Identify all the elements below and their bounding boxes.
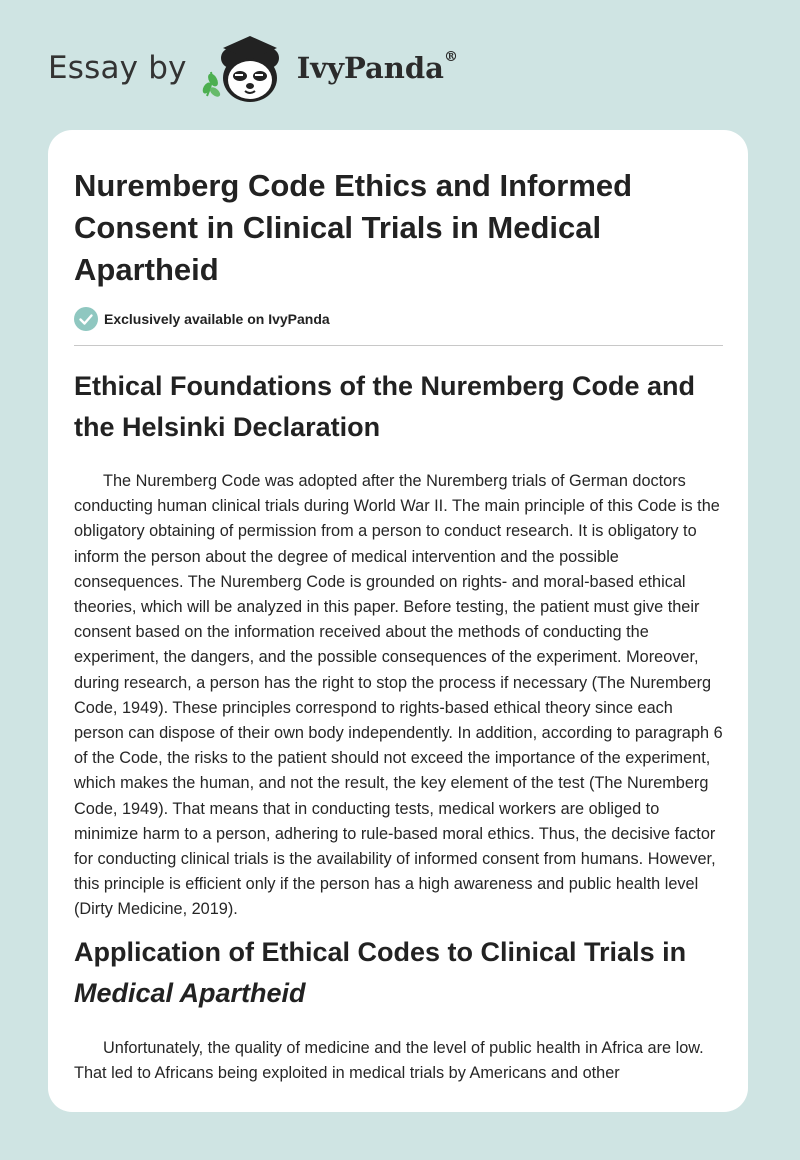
- panda-graduate-icon[interactable]: [201, 28, 293, 108]
- badge-text: Exclusively available on IvyPanda: [104, 311, 330, 327]
- essay-card: [48, 130, 748, 1112]
- exclusive-badge: [74, 307, 330, 331]
- check-circle-icon: [74, 307, 98, 331]
- site-header: [48, 28, 458, 108]
- heading-prefix: Application of Ethical Codes to Clinical Trials in: [74, 937, 687, 967]
- heading-book-title: Medical Apartheid: [74, 978, 306, 1008]
- section-heading: [74, 932, 723, 1014]
- essay-title: Nuremberg Code Ethics and Informed Consent in Clinical Trials in Medical Apartheid: [74, 168, 633, 287]
- essay-by-label: Essay by: [48, 50, 187, 86]
- brand-name[interactable]: IvyPanda®: [296, 49, 458, 85]
- section-heading: Ethical Foundations of the Nuremberg Code and the Helsinki Declaration: [74, 371, 696, 442]
- divider: [74, 345, 723, 346]
- section-paragraph: Unfortunately, the quality of medicine and the level of public health in Africa are low. That led to Africans being exploited in medical trials by Americans and other: [74, 1039, 704, 1083]
- registered-mark: ®: [443, 49, 458, 65]
- section-paragraph: The Nuremberg Code was adopted after the Nuremberg trials of German doctors conducting human clinical trials during World War II. The main principle of this Code is the obligatory obtaining of permission from a person to conduct research. It is obligatory to inform the person about the degree of medical intervention and the possible consequences. The Nuremberg Code is grounded on rights- and moral-based ethical theories, which will be analyzed in this paper. Before testing, the patient must give their consent based on the information received about the methods of conducting the experiment, the dangers, and the possible consequences of the experiment. Moreover, during research, a person has the right to stop the process if necessary (The Nuremberg Code, 1949). These principles correspond to rights-based ethical theory since each person can dispose of their own body independently. In addition, according to paragraph 6 of the Code, the risks to the patient should not exceed the importance of the experiment, which makes the human, and not the result, the key element of the test (The Nuremberg Code, 1949). That means that in conducting tests, medical workers are obliged to minimize harm to a person, adhering to rule-based moral ethics. Thus, the decisive factor for conducting clinical trials is the availability of informed consent from humans. However, this principle is efficient only if the person has a high awareness and public health level (Dirty Medicine, 2019).: [74, 472, 723, 919]
